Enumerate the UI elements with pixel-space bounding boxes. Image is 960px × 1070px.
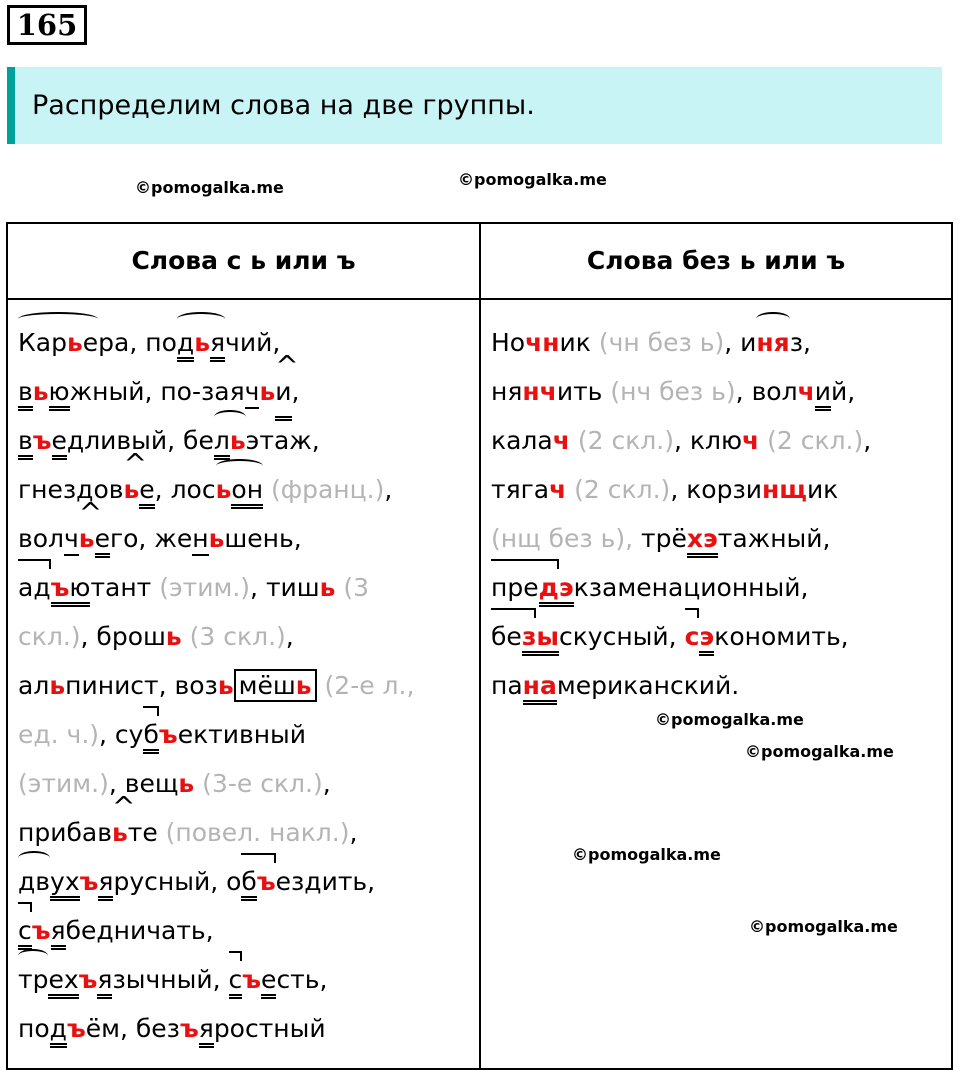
suffix-mark: ^ ь xyxy=(123,465,139,514)
root-mark: ня xyxy=(756,318,789,367)
text-line: вьюжный, по-заячь^ и, xyxy=(18,367,414,416)
ending-box: мёшь xyxy=(234,669,317,702)
prefix-mark: б xyxy=(143,710,158,759)
text-line: адъютант (этим.), тишь (3 xyxy=(18,563,414,612)
text-line: предэкзаменационный, xyxy=(491,563,871,612)
text-line: безыскусный, сэкономить, xyxy=(491,612,871,661)
root-mark: Карье xyxy=(18,318,98,367)
table-divider xyxy=(479,222,481,1070)
left-word-list xyxy=(18,318,414,1053)
prefix-mark: с xyxy=(18,906,32,955)
suffix-mark: ^ ь xyxy=(112,808,128,857)
suffix-mark: ^ ь xyxy=(79,514,95,563)
text-line: Ночник (чн без ь), иняз, xyxy=(491,318,871,367)
root-mark: тр xyxy=(18,955,48,1004)
watermark: ©pomogalka.me xyxy=(135,178,284,197)
text-line: скл.), брошь (3 скл.), xyxy=(18,622,294,651)
text-line: въедливый, бельэтаж, xyxy=(18,416,414,465)
watermark: ©pomogalka.me xyxy=(655,710,804,729)
task-number: 165 xyxy=(7,5,87,45)
root-mark: ль xyxy=(214,416,246,465)
prefix-mark: без xyxy=(491,612,536,661)
prefix-mark: с xyxy=(229,955,243,1004)
text-line: ед. ч.), субъективный xyxy=(18,710,414,759)
prefix-mark: бъ xyxy=(241,857,275,906)
suffix-mark: ^ и xyxy=(275,367,291,421)
text-line: (этим.), вещь (3-е скл.), xyxy=(18,769,331,798)
text-line: альпинист, возь мёшь (2-е л., xyxy=(18,671,415,700)
table-divider xyxy=(6,298,953,300)
text-line: прибав^ ьте (повел. накл.), xyxy=(18,808,414,857)
watermark: ©pomogalka.me xyxy=(458,170,607,189)
prefix-mark: ад xyxy=(18,563,51,612)
column-header-without-signs: Слова без ь или ъ xyxy=(586,246,846,275)
text-line: (нщ без ь), трёхэтажный, xyxy=(491,514,871,563)
text-line: волч^ ьего, женьшень, xyxy=(18,514,414,563)
text-line: панамериканский. xyxy=(491,661,871,710)
text-line: подъём, безъяростный xyxy=(18,1004,414,1053)
text-line: калач (2 скл.), ключ (2 скл.), xyxy=(491,426,872,455)
text-line: гнездов^ ье, лосьон (франц.), xyxy=(18,465,414,514)
root-mark: дв xyxy=(18,857,50,906)
right-word-list xyxy=(491,318,871,710)
column-header-with-signs: Слова с ь или ъ xyxy=(131,246,356,275)
root-mark: дья xyxy=(177,318,225,367)
instruction-banner: Распределим слова на две группы. xyxy=(7,67,942,144)
text-line: тягач (2 скл.), корзинщик xyxy=(491,475,839,504)
watermark: ©pomogalka.me xyxy=(572,845,721,864)
text-line: трехъязычный, съесть, xyxy=(18,955,414,1004)
text-line: Карьера, подьячий, xyxy=(18,318,414,367)
text-line: съябедничать, xyxy=(18,906,414,955)
root-mark: ьон xyxy=(216,465,263,514)
watermark: ©pomogalka.me xyxy=(749,917,898,936)
text-line: нянчить (нч без ь), волчий, xyxy=(491,367,871,416)
prefix-mark: с xyxy=(685,612,700,661)
prefix-mark: пред xyxy=(491,563,559,612)
text-line: двухъярусный, объездить, xyxy=(18,857,414,906)
watermark: ©pomogalka.me xyxy=(745,742,894,761)
